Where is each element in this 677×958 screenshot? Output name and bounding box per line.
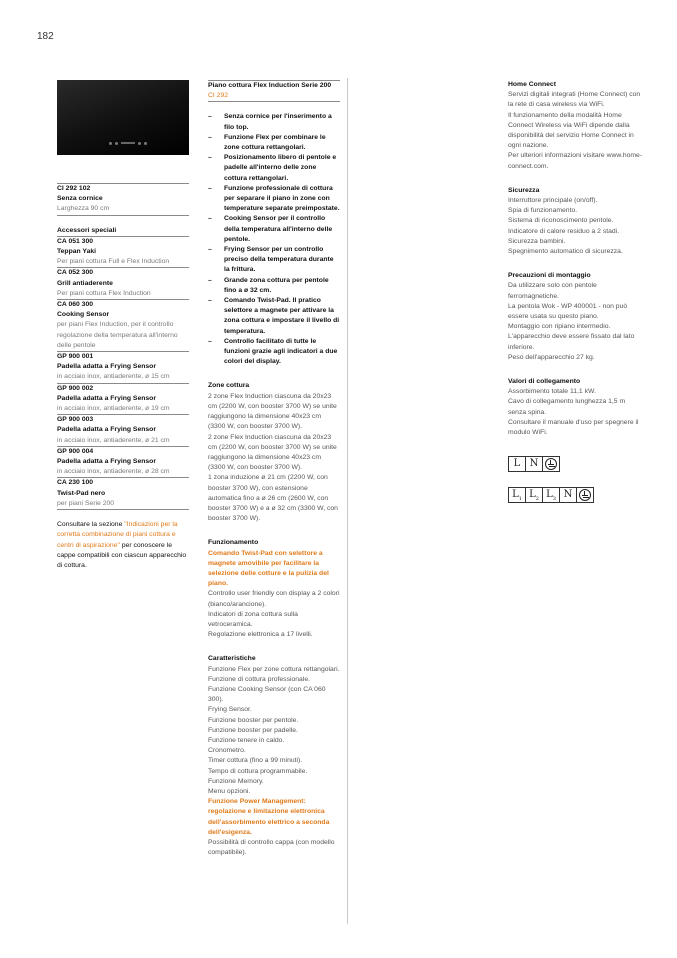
- accessory-note: per piani Flex Induction, per il controllo regolazione della temperatura all'interno delle pentole: [57, 320, 189, 352]
- accessory-name: Twist-Pad nero: [57, 489, 106, 497]
- page-number: 182: [37, 31, 54, 42]
- connection-text: Assorbimento totale 11,1 kW. Cavo di collegamento lunghezza 1,5 m senza spina. Consultare il manuale d'uso per spegnere il modulo WiFi.: [508, 388, 639, 437]
- func-title: Funzionamento: [208, 539, 259, 547]
- char-tail: Possibilità di controllo cappa (con modello compatibile).: [208, 839, 335, 857]
- feature-item: – Cooking Sensor per il controllo della temperatura all'interno delle pentole.: [208, 214, 340, 245]
- accessory-note: per piani Serie 200: [57, 499, 189, 510]
- feature-item: – Controllo facilitato di tutte le funzioni grazie agli indicatori a due colori del display.: [208, 337, 340, 368]
- install-text: Da utilizzare solo con pentole ferromagnetiche. La pentola Wok - WP 400001 - non può essere usata su questo piano. Montaggio con ripiano intermedio. L'apparecchio deve essere fissato dal lato inferiore. Peso dell'apparecchio 27 kg.: [508, 282, 635, 361]
- right-column: [508, 80, 643, 503]
- feature-item: – Funzione professionale di cottura per separare il piano in zone con temperature separate preimpostate.: [208, 184, 340, 215]
- model-desc: Senza cornice: [57, 195, 103, 203]
- accessory-name: Padella adatta a Frying Sensor: [57, 394, 156, 402]
- left-column: [57, 80, 189, 571]
- accessory-name: Padella adatta a Frying Sensor: [57, 458, 156, 466]
- accessory-name: Padella adatta a Frying Sensor: [57, 363, 156, 371]
- product-photo: [57, 80, 189, 155]
- accessory-code: GP 900 003: [57, 416, 94, 424]
- accessory-note: in acciaio inox, antiaderente, ø 19 cm: [57, 404, 189, 415]
- phase-l2-box: $L_2$: [525, 487, 543, 503]
- feature-item: – Comando Twist-Pad. Il pratico selettore a magnete per attivare la zona cottura e impostare il livello di temperatura.: [208, 296, 340, 337]
- accessory-name: Padella adatta a Frying Sensor: [57, 426, 156, 434]
- ground-box: [576, 487, 594, 503]
- neutral-box: N: [525, 456, 543, 472]
- char-highlight: Funzione Power Management: regolazione e limitazione elettronica dell'assorbimento elettrico a seconda dell'esigenza.: [208, 798, 330, 836]
- connection-title: Valori di collegamento: [508, 378, 581, 386]
- accessories-list: [57, 237, 189, 510]
- feature-item: – Frying Sensor per un controllo preciso della temperatura durante la frittura.: [208, 245, 340, 276]
- column-divider: [347, 78, 348, 924]
- ground-box: [542, 456, 560, 472]
- accessory-code: CA 052 300: [57, 269, 94, 277]
- feature-item: – Posizionamento libero di pentole e padelle all'interno delle zone cottura rettangolari.: [208, 153, 340, 184]
- accessory-name: Cooking Sensor: [57, 311, 110, 319]
- single-phase-symbol: [508, 456, 643, 472]
- zones-title: Zone cottura: [208, 382, 250, 390]
- zones-text: 2 zone Flex Induction ciascuna da 20x23 cm (2200 W, con booster 3700 W) se unite raggiungono la dimensione 40x23 cm (3300 W, con booster 3700 W). 2 zone Flex Induction ciascuna da 20x23 cm (2200 W, con booster 3700 W) se unite raggiungono la dimensione 40x23 cm (3300 W, con booster 3700 W). 1 zona induzione ø 21 cm (2200 W, con booster 3700 W), con estensione automatica fino a ø 26 cm (2600 W, con booster 3700 W) e a ø 32 cm (3300 W, con booster 3700 W).: [208, 392, 338, 523]
- char-title: Caratteristiche: [208, 655, 256, 663]
- three-phase-symbol: [508, 487, 643, 503]
- func-highlight: Comando Twist-Pad con selettore a magnete amovibile per facilitare la selezione delle cotture e la pulizia del piano.: [208, 549, 329, 588]
- install-title: Precauzioni di montaggio: [508, 272, 591, 280]
- phase-l-box: L: [508, 456, 526, 472]
- accessory-note: in acciaio inox, antiaderente, ø 28 cm: [57, 467, 189, 478]
- safety-text: Interruttore principale (on/off). Spia di funzionamento. Sistema di riconoscimento pentole. Indicatore di calore residuo a 2 stadi. Sicurezza bambini. Spegnimento automatico di sicurezza.: [508, 197, 623, 256]
- accessory-note: Per piani cottura Full e Flex Induction: [57, 257, 189, 268]
- accessories-title: Accessori speciali: [57, 226, 189, 237]
- feature-item: – Grande zona cottura per pentole fino a ø 32 cm.: [208, 276, 340, 296]
- home-connect-title: Home Connect: [508, 81, 556, 88]
- accessory-code: CA 230 100: [57, 479, 94, 487]
- model-size: Larghezza 90 cm: [57, 204, 189, 215]
- consult-link[interactable]: "Indicazioni per la corretta combinazione di piani cottura e centri di aspirazione": [57, 521, 178, 549]
- product-code: CI 292: [208, 91, 340, 102]
- func-text: Controllo user friendly con display a 2 colori (bianco/arancione). Indicatori di zona cottura sulla vetroceramica. Regolazione elettronica a 17 livelli.: [208, 590, 340, 639]
- accessory-name: Grill antiaderente: [57, 279, 113, 287]
- accessory-code: GP 900 004: [57, 447, 94, 455]
- accessory-note: in acciaio inox, antiaderente, ø 15 cm: [57, 372, 189, 383]
- control-panel-icon: [109, 140, 153, 146]
- feature-item: – Funzione Flex per combinare le zone cottura rettangolari.: [208, 133, 340, 153]
- ground-icon: [545, 458, 557, 470]
- middle-column: [208, 80, 340, 858]
- accessory-note: in acciaio inox, antiaderente, ø 21 cm: [57, 436, 189, 447]
- accessory-note: Per piani cottura Flex Induction: [57, 289, 189, 300]
- safety-title: Sicurezza: [508, 186, 540, 194]
- ground-icon: [579, 489, 591, 501]
- home-connect-text: Servizi digitali integrati (Home Connect) con la rete di casa wireless via WiFi. Il funzionamento della modalità Home Connect Wireless via WiFi dipende dalla disponibilità del servizio Home Connect in ogni nazione. Per ulteriori informazioni visitare www.home-connect.com.: [508, 91, 643, 170]
- model-code: CI 292 102: [57, 185, 91, 192]
- neutral-box: N: [559, 487, 577, 503]
- phase-l1-box: $L_1$: [508, 487, 526, 503]
- accessory-code: GP 900 002: [57, 384, 94, 392]
- phase-l3-box: $L_3$: [542, 487, 560, 503]
- product-title: Piano cottura Flex Induction Serie 200: [208, 82, 332, 89]
- accessory-code: CA 060 300: [57, 301, 94, 309]
- accessory-name: Teppan Yaki: [57, 248, 97, 256]
- consult-note: Consultare la sezione "Indicazioni per la corretta combinazione di piani cottura e centri di aspirazione" per conoscere le cappe compatibili con ciascun apparecchio di cottura.: [57, 521, 187, 569]
- accessory-code: CA 051 300: [57, 237, 94, 245]
- feature-list: [208, 112, 340, 367]
- char-text: Funzione Flex per zone cottura rettangolari. Funzione di cottura professionale. Funzione Cooking Sensor (con CA 060 300). Frying Sensor. Funzione booster per pentole. Funzione booster per padelle. Funzione tenere in caldo. Cronometro. Timer cottura (fino a 99 minuti). Tempo di cottura programmabile. Funzione Memory. Menu opzioni.: [208, 665, 340, 795]
- feature-item: – Senza cornice per l'inserimento a filo top.: [208, 112, 340, 132]
- accessory-code: GP 900 001: [57, 353, 94, 361]
